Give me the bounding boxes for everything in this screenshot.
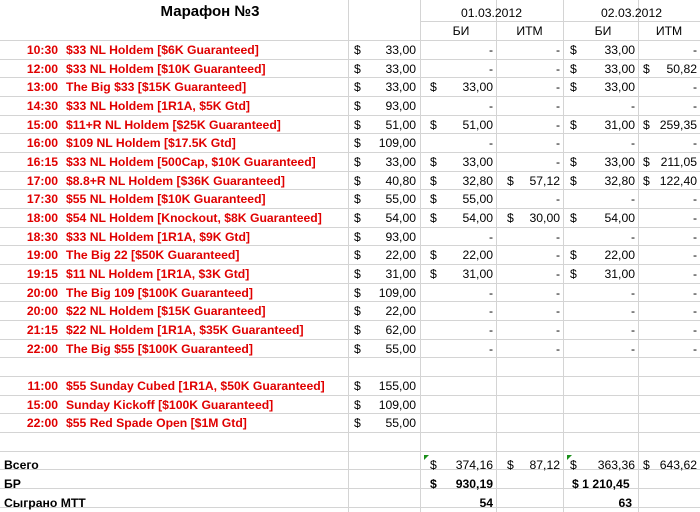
currency-sign: $ <box>430 118 437 132</box>
cell-tournament-name[interactable]: The Big 22 [$50K Guaranteed] <box>66 248 240 262</box>
cell-d1-itm[interactable]: - <box>555 267 560 281</box>
currency-sign: $ <box>570 62 577 76</box>
cell-d2-itm[interactable]: 50,82 <box>666 62 697 76</box>
currency-sign: $ <box>354 136 361 150</box>
cell-tournament-name[interactable]: $33 NL Holdem [$10K Guaranteed] <box>66 62 266 76</box>
cell-d2-bi[interactable]: 33,00 <box>604 80 635 94</box>
cell-time[interactable]: 22:00 <box>26 416 58 430</box>
cell-time[interactable]: 15:00 <box>26 118 58 132</box>
col-header-bi-2[interactable]: БИ <box>594 24 612 38</box>
cell-d1-itm[interactable]: - <box>555 155 560 169</box>
currency-sign: $ <box>643 118 650 132</box>
cell-d1-itm[interactable]: - <box>555 192 560 206</box>
cell-d2-bi[interactable]: 31,00 <box>604 267 635 281</box>
currency-sign: $ <box>354 304 361 318</box>
cell-d2-bi[interactable]: - <box>630 323 635 337</box>
mtt-d2-value[interactable]: 63 <box>618 496 632 510</box>
currency-sign: $ <box>354 398 361 412</box>
cell-time[interactable]: 22:00 <box>26 342 58 356</box>
total-d2-itm[interactable]: 643,62 <box>659 458 697 472</box>
date-header-2[interactable]: 02.03.2012 <box>601 6 662 20</box>
currency-sign: $ <box>570 174 577 188</box>
cell-d1-itm[interactable]: - <box>555 43 560 57</box>
cell-d1-itm[interactable]: - <box>555 118 560 132</box>
comment-marker-icon <box>424 455 429 460</box>
cell-time[interactable]: 10:30 <box>26 43 58 57</box>
cell-d1-bi[interactable]: 32,80 <box>462 174 493 188</box>
cell-buyin[interactable]: 33,00 <box>385 155 416 169</box>
total-label[interactable]: Всего <box>4 458 39 472</box>
cell-tournament-name[interactable]: The Big $33 [$15K Guaranteed] <box>66 80 247 94</box>
cell-d1-itm[interactable]: - <box>555 342 560 356</box>
cell-d1-itm[interactable]: - <box>555 80 560 94</box>
cell-d1-itm[interactable]: - <box>555 62 560 76</box>
cell-buyin[interactable]: 155,00 <box>378 379 416 393</box>
cell-d2-bi[interactable]: 54,00 <box>604 211 635 225</box>
cell-d2-itm[interactable]: - <box>692 323 697 337</box>
cell-tournament-name[interactable]: $33 NL Holdem [500Cap, $10K Guaranteed] <box>66 155 316 169</box>
cell-d2-itm[interactable]: - <box>692 248 697 262</box>
cell-tournament-name[interactable]: $55 NL Holdem [$10K Guaranteed] <box>66 192 266 206</box>
currency-sign: $ <box>643 174 650 188</box>
cell-buyin[interactable]: 33,00 <box>385 62 416 76</box>
cell-tournament-name[interactable]: $33 NL Holdem [1R1A, $5K Gtd] <box>66 99 250 113</box>
cell-d2-itm[interactable]: - <box>692 267 697 281</box>
total-d1-bi-currency: $ <box>430 458 437 472</box>
currency-sign: $ <box>354 192 361 206</box>
grid-line <box>0 451 700 452</box>
currency-sign: $ <box>430 211 437 225</box>
cell-buyin[interactable]: 109,00 <box>378 136 416 150</box>
currency-sign: $ <box>430 174 437 188</box>
cell-time[interactable]: 12:00 <box>26 62 58 76</box>
cell-tournament-name[interactable]: $22 NL Holdem [1R1A, $35K Guaranteed] <box>66 323 304 337</box>
cell-d2-bi[interactable]: 32,80 <box>604 174 635 188</box>
cell-d2-itm[interactable]: - <box>692 192 697 206</box>
mtt-d1-value[interactable]: 54 <box>479 496 493 510</box>
cell-buyin[interactable]: 93,00 <box>385 230 416 244</box>
cell-time[interactable]: 19:15 <box>26 267 58 281</box>
cell-d1-bi[interactable]: - <box>488 62 493 76</box>
currency-sign: $ <box>354 43 361 57</box>
currency-sign: $ <box>570 118 577 132</box>
currency-sign: $ <box>354 174 361 188</box>
cell-tournament-name[interactable]: $109 NL Holdem [$17.5K Gtd] <box>66 136 236 150</box>
currency-sign: $ <box>354 62 361 76</box>
cell-d1-itm[interactable]: - <box>555 99 560 113</box>
currency-sign: $ <box>643 62 650 76</box>
mtt-label[interactable]: Сыграно МТТ <box>4 496 86 510</box>
cell-buyin[interactable]: 22,00 <box>385 248 416 262</box>
cell-time[interactable]: 18:00 <box>26 211 58 225</box>
cell-d2-itm[interactable]: - <box>692 342 697 356</box>
currency-sign: $ <box>354 248 361 262</box>
col-header-bi-1[interactable]: БИ <box>452 24 470 38</box>
grid-line <box>0 432 700 433</box>
cell-d2-itm[interactable]: - <box>692 304 697 318</box>
cell-buyin[interactable]: 109,00 <box>378 286 416 300</box>
total-d2-itm-currency: $ <box>643 458 650 472</box>
currency-sign: $ <box>430 80 437 94</box>
cell-time[interactable]: 20:00 <box>26 286 58 300</box>
cell-d1-bi[interactable]: 22,00 <box>462 248 493 262</box>
cell-buyin[interactable]: 40,80 <box>385 174 416 188</box>
cell-time[interactable]: 16:00 <box>26 136 58 150</box>
currency-sign: $ <box>570 267 577 281</box>
col-header-itm-1[interactable]: ИТМ <box>516 24 543 38</box>
col-header-itm-2[interactable]: ИТМ <box>655 24 683 38</box>
currency-sign: $ <box>430 192 437 206</box>
cell-buyin[interactable]: 55,00 <box>385 342 416 356</box>
sheet-title[interactable]: Марафон №3 <box>160 3 260 20</box>
cell-d1-bi[interactable]: - <box>488 342 493 356</box>
cell-d2-itm[interactable]: - <box>692 80 697 94</box>
currency-sign: $ <box>570 43 577 57</box>
cell-d2-bi[interactable]: 22,00 <box>604 248 635 262</box>
cell-buyin[interactable]: 33,00 <box>385 43 416 57</box>
cell-d1-bi[interactable]: 55,00 <box>462 192 493 206</box>
cell-d2-itm[interactable]: 122,40 <box>659 174 697 188</box>
cell-time[interactable]: 17:30 <box>26 192 58 206</box>
currency-sign: $ <box>354 267 361 281</box>
cell-d1-itm[interactable]: 57,12 <box>529 174 560 188</box>
currency-sign: $ <box>430 267 437 281</box>
currency-sign: $ <box>570 155 577 169</box>
cell-tournament-name[interactable]: The Big $55 [$100K Guaranteed] <box>66 342 253 356</box>
currency-sign: $ <box>354 286 361 300</box>
cell-buyin[interactable]: 55,00 <box>385 416 416 430</box>
cell-tournament-name[interactable]: The Big 109 [$100K Guaranteed] <box>66 286 253 300</box>
cell-d2-itm[interactable]: - <box>692 43 697 57</box>
cell-d1-bi[interactable]: - <box>488 286 493 300</box>
cell-d2-bi[interactable]: - <box>630 192 635 206</box>
cell-d2-itm[interactable]: - <box>692 230 697 244</box>
cell-d1-itm[interactable]: - <box>555 136 560 150</box>
currency-sign: $ <box>430 155 437 169</box>
total-d1-itm-currency: $ <box>507 458 514 472</box>
cell-time[interactable]: 19:00 <box>26 248 58 262</box>
cell-time[interactable]: 17:00 <box>26 174 58 188</box>
cell-time[interactable]: 18:30 <box>26 230 58 244</box>
cell-d1-itm[interactable]: - <box>555 230 560 244</box>
cell-d2-bi[interactable]: - <box>630 136 635 150</box>
cell-buyin[interactable]: 31,00 <box>385 267 416 281</box>
br-label[interactable]: БР <box>4 477 21 491</box>
cell-buyin[interactable]: 93,00 <box>385 99 416 113</box>
cell-buyin[interactable]: 22,00 <box>385 304 416 318</box>
cell-tournament-name[interactable]: $11 NL Holdem [1R1A, $3K Gtd] <box>66 267 250 281</box>
cell-tournament-name[interactable]: $8.8+R NL Holdem [$36K Guaranteed] <box>66 174 285 188</box>
cell-d2-bi[interactable]: 33,00 <box>604 62 635 76</box>
total-d2-bi-currency: $ <box>570 458 577 472</box>
grid-line <box>348 0 349 512</box>
cell-time[interactable]: 13:00 <box>26 80 58 94</box>
cell-d1-bi[interactable]: - <box>488 323 493 337</box>
cell-buyin[interactable]: 62,00 <box>385 323 416 337</box>
cell-time[interactable]: 14:30 <box>26 99 58 113</box>
currency-sign: $ <box>507 211 514 225</box>
cell-d1-bi[interactable]: 33,00 <box>462 80 493 94</box>
cell-d1-bi[interactable]: - <box>488 99 493 113</box>
cell-d1-itm[interactable]: - <box>555 323 560 337</box>
currency-sign: $ <box>354 99 361 113</box>
cell-d1-bi[interactable]: 51,00 <box>462 118 493 132</box>
cell-buyin[interactable]: 51,00 <box>385 118 416 132</box>
cell-d2-itm[interactable]: - <box>692 136 697 150</box>
cell-tournament-name[interactable]: $11+R NL Holdem [$25K Guaranteed] <box>66 118 281 132</box>
br-d1-currency: $ <box>430 477 437 491</box>
cell-d1-bi[interactable]: - <box>488 304 493 318</box>
total-d1-bi[interactable]: 374,16 <box>455 458 493 472</box>
currency-sign: $ <box>354 118 361 132</box>
currency-sign: $ <box>354 323 361 337</box>
cell-buyin[interactable]: 109,00 <box>378 398 416 412</box>
total-d1-itm[interactable]: 87,12 <box>529 458 560 472</box>
cell-d1-itm[interactable]: - <box>555 304 560 318</box>
cell-d2-itm[interactable]: 211,05 <box>660 155 697 169</box>
br-d2-value[interactable]: $ 1 210,45 <box>572 477 630 491</box>
currency-sign: $ <box>354 80 361 94</box>
currency-sign: $ <box>430 248 437 262</box>
currency-sign: $ <box>570 80 577 94</box>
currency-sign: $ <box>354 211 361 225</box>
currency-sign: $ <box>354 416 361 430</box>
grid-line <box>638 0 639 512</box>
cell-d1-bi[interactable]: - <box>488 136 493 150</box>
date-header-1[interactable]: 01.03.2012 <box>461 6 522 20</box>
cell-d2-itm[interactable]: - <box>692 99 697 113</box>
cell-d2-bi[interactable]: 33,00 <box>604 155 635 169</box>
cell-tournament-name[interactable]: Sunday Kickoff [$100K Guaranteed] <box>66 398 274 412</box>
cell-d1-bi[interactable]: - <box>488 43 493 57</box>
cell-d2-itm[interactable]: - <box>692 211 697 225</box>
cell-d2-bi[interactable]: - <box>630 342 635 356</box>
cell-d1-bi[interactable]: - <box>488 230 493 244</box>
cell-d1-itm[interactable]: - <box>555 248 560 262</box>
cell-buyin[interactable]: 33,00 <box>385 80 416 94</box>
currency-sign: $ <box>570 211 577 225</box>
cell-tournament-name[interactable]: $54 NL Holdem [Knockout, $8K Guaranteed] <box>66 211 322 225</box>
cell-d2-itm[interactable]: - <box>692 286 697 300</box>
cell-d1-bi[interactable]: 31,00 <box>462 267 493 281</box>
currency-sign: $ <box>354 342 361 356</box>
grid-line <box>420 0 421 512</box>
currency-sign: $ <box>507 174 514 188</box>
cell-tournament-name[interactable]: $22 NL Holdem [$15K Guaranteed] <box>66 304 266 318</box>
cell-tournament-name[interactable]: $33 NL Holdem [$6K Guaranteed] <box>66 43 259 57</box>
cell-d1-bi[interactable]: 54,00 <box>462 211 493 225</box>
cell-d2-bi[interactable]: - <box>630 99 635 113</box>
cell-time[interactable]: 11:00 <box>27 379 58 393</box>
cell-buyin[interactable]: 55,00 <box>385 192 416 206</box>
total-d2-bi[interactable]: 363,36 <box>597 458 635 472</box>
grid-line <box>496 0 497 512</box>
cell-d2-bi[interactable]: - <box>630 286 635 300</box>
cell-time[interactable]: 21:15 <box>26 323 58 337</box>
cell-time[interactable]: 20:00 <box>26 304 58 318</box>
grid-line <box>563 0 564 512</box>
comment-marker-icon <box>567 455 572 460</box>
cell-buyin[interactable]: 54,00 <box>385 211 416 225</box>
cell-d1-itm[interactable]: - <box>555 286 560 300</box>
cell-d2-itm[interactable]: 259,35 <box>659 118 697 132</box>
cell-d2-bi[interactable]: - <box>630 230 635 244</box>
cell-tournament-name[interactable]: $55 Red Spade Open [$1M Gtd] <box>66 416 247 430</box>
cell-d2-bi[interactable]: - <box>630 304 635 318</box>
cell-d2-bi[interactable]: 33,00 <box>604 43 635 57</box>
currency-sign: $ <box>643 155 650 169</box>
currency-sign: $ <box>354 379 361 393</box>
currency-sign: $ <box>354 230 361 244</box>
cell-time[interactable]: 15:00 <box>26 398 58 412</box>
cell-tournament-name[interactable]: $55 Sunday Cubed [1R1A, $50K Guaranteed] <box>66 379 325 393</box>
cell-d1-bi[interactable]: 33,00 <box>462 155 493 169</box>
currency-sign: $ <box>570 248 577 262</box>
br-d1-value[interactable]: 930,19 <box>455 477 493 491</box>
cell-d1-itm[interactable]: 30,00 <box>529 211 560 225</box>
cell-tournament-name[interactable]: $33 NL Holdem [1R1A, $9K Gtd] <box>66 230 250 244</box>
currency-sign: $ <box>354 155 361 169</box>
cell-time[interactable]: 16:15 <box>26 155 58 169</box>
cell-d2-bi[interactable]: 31,00 <box>604 118 635 132</box>
